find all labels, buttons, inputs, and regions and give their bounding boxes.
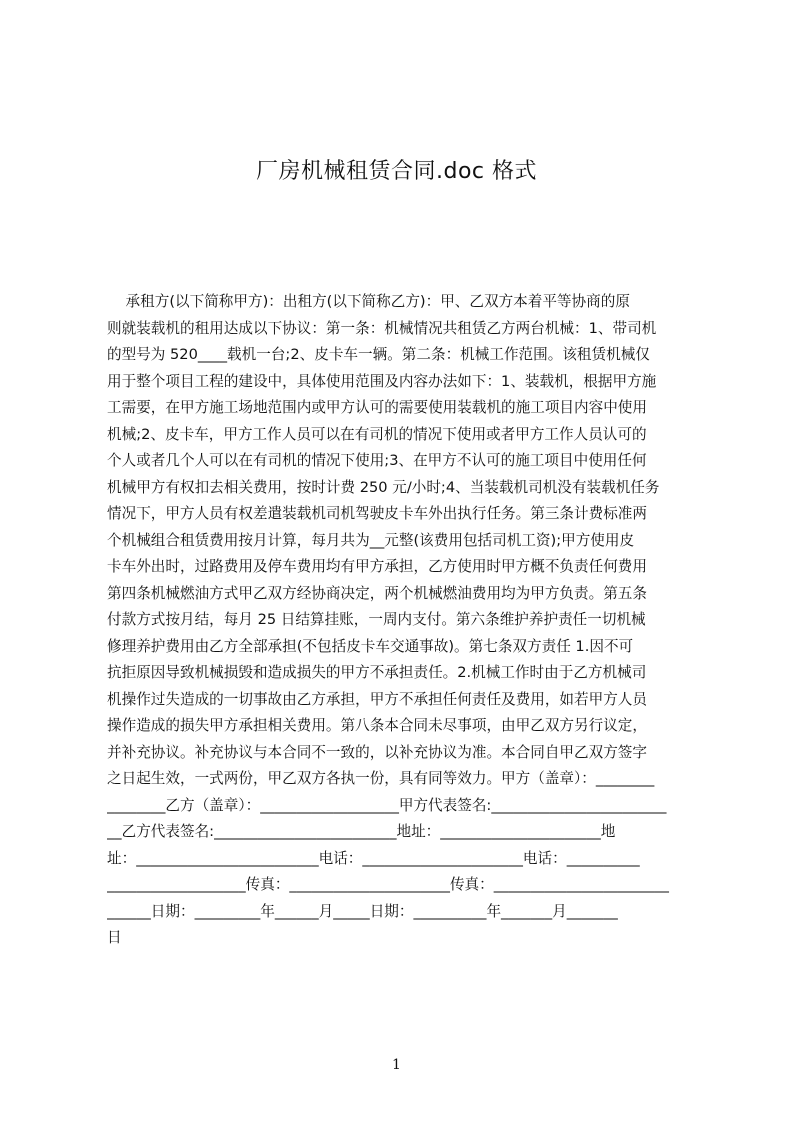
signature-line-6: 日	[107, 929, 122, 946]
body-line-3: 的型号为 520____载机一台;2、皮卡车一辆。第二条：机械工作范围。该租赁机械仅	[107, 346, 650, 363]
body-line-2: 则就装载机的租用达成以下协议：第一条：机械情况共租赁乙方两台机械：1、带司机	[107, 319, 657, 337]
document-title: 厂房机械租赁合同.doc 格式	[255, 158, 537, 184]
body-line-11: 卡车外出时，过路费用及停车费用均有甲方承担，乙方使用时甲方概不负责任何费用	[107, 558, 647, 575]
signature-line-2: __乙方代表签名:_________________________地址：______________________地	[107, 823, 616, 840]
signature-line-3: 址：_________________________电话：______________________电话：__________	[107, 849, 640, 867]
body-line-5: 工需要，在甲方施工场地范围内或甲方认可的需要使用装载机的施工项目内容中使用	[107, 399, 647, 416]
signature-line-1: ________乙方（盖章）：___________________甲方代表签名:________________________	[107, 796, 667, 814]
body-line-15: 抗拒原因导致机械损毁和造成损失的甲方不承担责任。2.机械工作时由于乙方机械司	[107, 664, 647, 681]
body-line-8: 机械甲方有权扣去相关费用，按时计费 250 元/小时;4、当装载机司机没有装载机任务	[107, 478, 660, 496]
body-line-12: 第四条机械燃油方式甲乙双方经协商决定，两个机械燃油费用均为甲方负责。第五条	[107, 584, 647, 602]
body-line-17: 操作造成的损失甲方承担相关费用。第八条本合同未尽事项，由甲乙双方另行议定，	[107, 717, 647, 734]
page-number: 1	[392, 1057, 401, 1073]
body-line-4: 用于整个项目工程的建设中，具体使用范围及内容办法如下：1、装载机，根据甲方施	[107, 372, 657, 390]
body-line-7: 个人或者几个人可以在有司机的情况下使用;3、在甲方不认可的施工项目中使用任何	[107, 452, 647, 469]
body-line-1: 承租方(以下简称甲方)：出租方(以下简称乙方)：甲、乙双方本着平等协商的原	[107, 293, 630, 310]
contract-body	[107, 289, 698, 959]
body-line-10: 个机械组合租赁费用按月计算，每月共为__元整(该费用包括司机工资);甲方使用皮	[107, 531, 635, 549]
signature-line-4: ___________________传真：______________________传真：________________________	[107, 876, 669, 893]
body-line-16: 机操作过失造成的一切事故由乙方承担，甲方不承担任何责任及费用，如若甲方人员	[107, 690, 647, 708]
body-line-6: 机械;2、皮卡车，甲方工作人员可以在有司机的情况下使用或者甲方工作人员认可的	[107, 425, 647, 443]
body-line-18: 并补充协议。补充协议与本合同不一致的，以补充协议为准。本合同自甲乙双方签字	[107, 743, 647, 761]
body-line-19: 之日起生效，一式两份，甲乙双方各执一份，具有同等效力。甲方（盖章）：________	[107, 770, 655, 787]
signature-line-5: ______日期：_________年______月_____日期：__________年_______月_______	[107, 902, 618, 920]
body-line-14: 修理养护费用由乙方全部承担(不包括皮卡车交通事故)。第七条双方责任 1.因不可	[107, 637, 634, 655]
body-line-13: 付款方式按月结，每月 25 日结算挂账，一周内支付。第六条维护养护责任一切机械	[107, 611, 646, 628]
body-line-9: 情况下，甲方人员有权差遣装载机司机驾驶皮卡车外出执行任务。第三条计费标准两	[107, 505, 647, 522]
